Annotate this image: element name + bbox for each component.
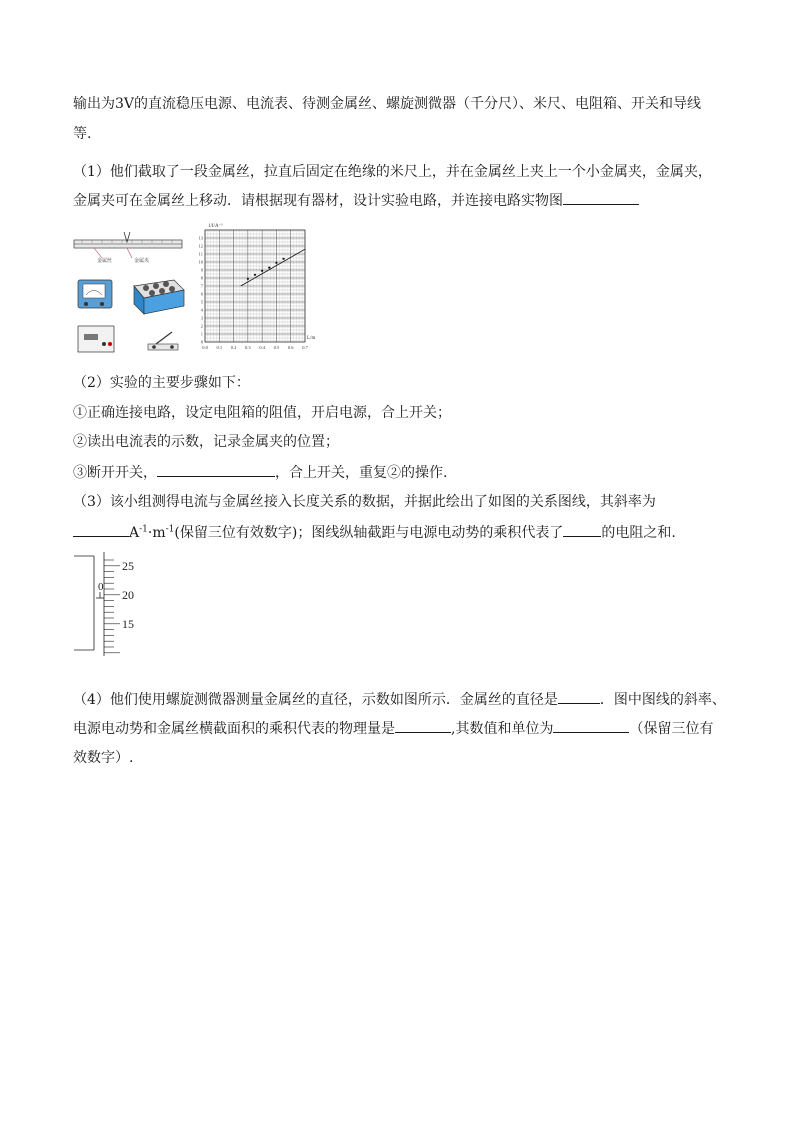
y-tick-10: 10 bbox=[198, 259, 203, 265]
y-tick-0: 0 bbox=[200, 339, 203, 345]
q4-text-e: （保留三位有 bbox=[629, 721, 714, 737]
x-tick-7: 0.7 bbox=[302, 345, 308, 350]
data-point-0 bbox=[247, 278, 249, 280]
q2-step-3-a: ③断开开关， bbox=[73, 465, 157, 481]
intro-line-1: 输出为3V的直流稳压电源、电流表、待测金属丝、螺旋测微器（千分尺）、米尺、电阻箱、开关和导线 bbox=[73, 96, 702, 112]
intro-line-2: 等. bbox=[73, 126, 92, 142]
ruler-apparatus bbox=[74, 232, 182, 264]
data-points bbox=[247, 258, 285, 280]
q1-answer-blank[interactable] bbox=[563, 190, 639, 205]
q4-value-blank[interactable] bbox=[553, 718, 629, 733]
inverse-current-length-graph bbox=[199, 223, 316, 350]
q4-diameter-blank[interactable] bbox=[558, 689, 600, 704]
y-tick-6: 6 bbox=[200, 291, 203, 297]
micrometer-label-15: 15 bbox=[122, 616, 134, 631]
q2-step-1: ①正确连接电路，设定电阻箱的阻值，开启电源，合上开关； bbox=[73, 405, 451, 421]
micrometer-label-20: 20 bbox=[122, 587, 134, 602]
micrometer-label-25: 25 bbox=[122, 558, 134, 573]
q2-title: （2）实验的主要步骤如下： bbox=[73, 375, 250, 391]
q2-step-3 bbox=[73, 462, 447, 483]
q1-line-2 bbox=[73, 190, 639, 211]
x-tick-6: 0.6 bbox=[287, 345, 294, 350]
q4-line-2 bbox=[73, 718, 713, 739]
q4-quantity-blank[interactable] bbox=[395, 718, 451, 733]
q3-text-a: (保留三位有效数字)；图线纵轴截距与电源电动势的乘积代表了 bbox=[174, 525, 564, 541]
y-tick-labels bbox=[199, 236, 204, 345]
q4-line-3: 效数字）. bbox=[73, 750, 134, 766]
data-point-5 bbox=[282, 258, 284, 260]
label-clip: 金属夹 bbox=[134, 259, 150, 264]
q3-resistance-blank[interactable] bbox=[563, 522, 601, 537]
x-tick-labels bbox=[202, 345, 308, 350]
ammeter-device bbox=[78, 280, 112, 308]
micrometer-figure bbox=[70, 552, 150, 662]
y-tick-11: 11 bbox=[198, 251, 203, 257]
y-tick-3: 3 bbox=[200, 315, 203, 321]
y-tick-9: 9 bbox=[200, 267, 203, 273]
y-tick-1: 1 bbox=[200, 331, 203, 337]
q3-sup-2: -1 bbox=[165, 524, 175, 535]
y-tick-5: 5 bbox=[200, 299, 203, 305]
data-point-3 bbox=[268, 267, 270, 269]
data-point-1 bbox=[254, 274, 256, 276]
power-supply bbox=[78, 326, 114, 352]
y-tick-7: 7 bbox=[200, 283, 203, 289]
q3-line-2 bbox=[73, 522, 676, 543]
y-tick-2: 2 bbox=[200, 323, 203, 329]
q1-text: 金属夹可在金属丝上移动．请根据现有器材，设计实验电路，并连接电路实物图 bbox=[73, 193, 563, 209]
q3-slope-blank[interactable] bbox=[73, 522, 129, 537]
x-tick-3: 0.3 bbox=[245, 345, 251, 350]
x-tick-0: 0.0 bbox=[202, 345, 208, 350]
graph-y-label: 1/I/A⁻¹ bbox=[208, 224, 223, 229]
y-tick-12: 12 bbox=[198, 243, 203, 249]
y-tick-13: 13 bbox=[198, 235, 203, 241]
x-tick-2: 0.2 bbox=[230, 345, 237, 350]
y-tick-4: 4 bbox=[200, 307, 203, 313]
data-point-4 bbox=[275, 262, 277, 264]
y-tick-8: 8 bbox=[200, 275, 203, 281]
q2-step-2: ②读出电流表的示数，记录金属夹的位置； bbox=[73, 434, 339, 450]
q3-unit-a: A bbox=[129, 525, 140, 541]
q4-text-d: ,其数值和单位为 bbox=[451, 721, 554, 737]
q3-unit-b: ·m bbox=[147, 525, 166, 541]
q3-line-1: （3）该小组测得电流与金属丝接入长度关系的数据，并据此绘出了如图的关系图线，其斜率为 bbox=[73, 494, 656, 510]
label-wire: 金属丝 bbox=[97, 259, 113, 264]
apparatus-and-graph-figure bbox=[72, 220, 342, 360]
q3-sup-1: -1 bbox=[139, 524, 148, 535]
resistance-box bbox=[134, 280, 184, 314]
data-point-2 bbox=[261, 270, 263, 272]
q2-step-3-b: ，合上开关，重复②的操作. bbox=[275, 465, 448, 481]
q2-answer-blank[interactable] bbox=[157, 462, 275, 477]
q4-line-1 bbox=[73, 689, 726, 710]
q4-text-a: （4）他们使用螺旋测微器测量金属丝的直径，示数如图所示．金属丝的直径是 bbox=[73, 692, 558, 708]
q4-text-c: 电源电动势和金属丝横截面积的乘积代表的物理量是 bbox=[73, 721, 395, 737]
q1-line-1: （1）他们截取了一段金属丝，拉直后固定在绝缘的米尺上，并在金属丝上夹上一个小金属夹，金属夹， bbox=[73, 164, 712, 180]
x-tick-1: 0.1 bbox=[216, 345, 223, 350]
x-tick-5: 0.5 bbox=[273, 345, 280, 350]
switch-device bbox=[148, 332, 178, 350]
x-tick-4: 0.4 bbox=[259, 345, 265, 350]
micrometer-zero-label: 0 bbox=[98, 581, 104, 593]
q4-text-b: ．图中图线的斜率、 bbox=[599, 692, 726, 708]
q3-text-b: 的电阻之和. bbox=[601, 525, 676, 541]
fit-line bbox=[241, 249, 305, 286]
graph-x-label: L/m bbox=[307, 336, 316, 341]
